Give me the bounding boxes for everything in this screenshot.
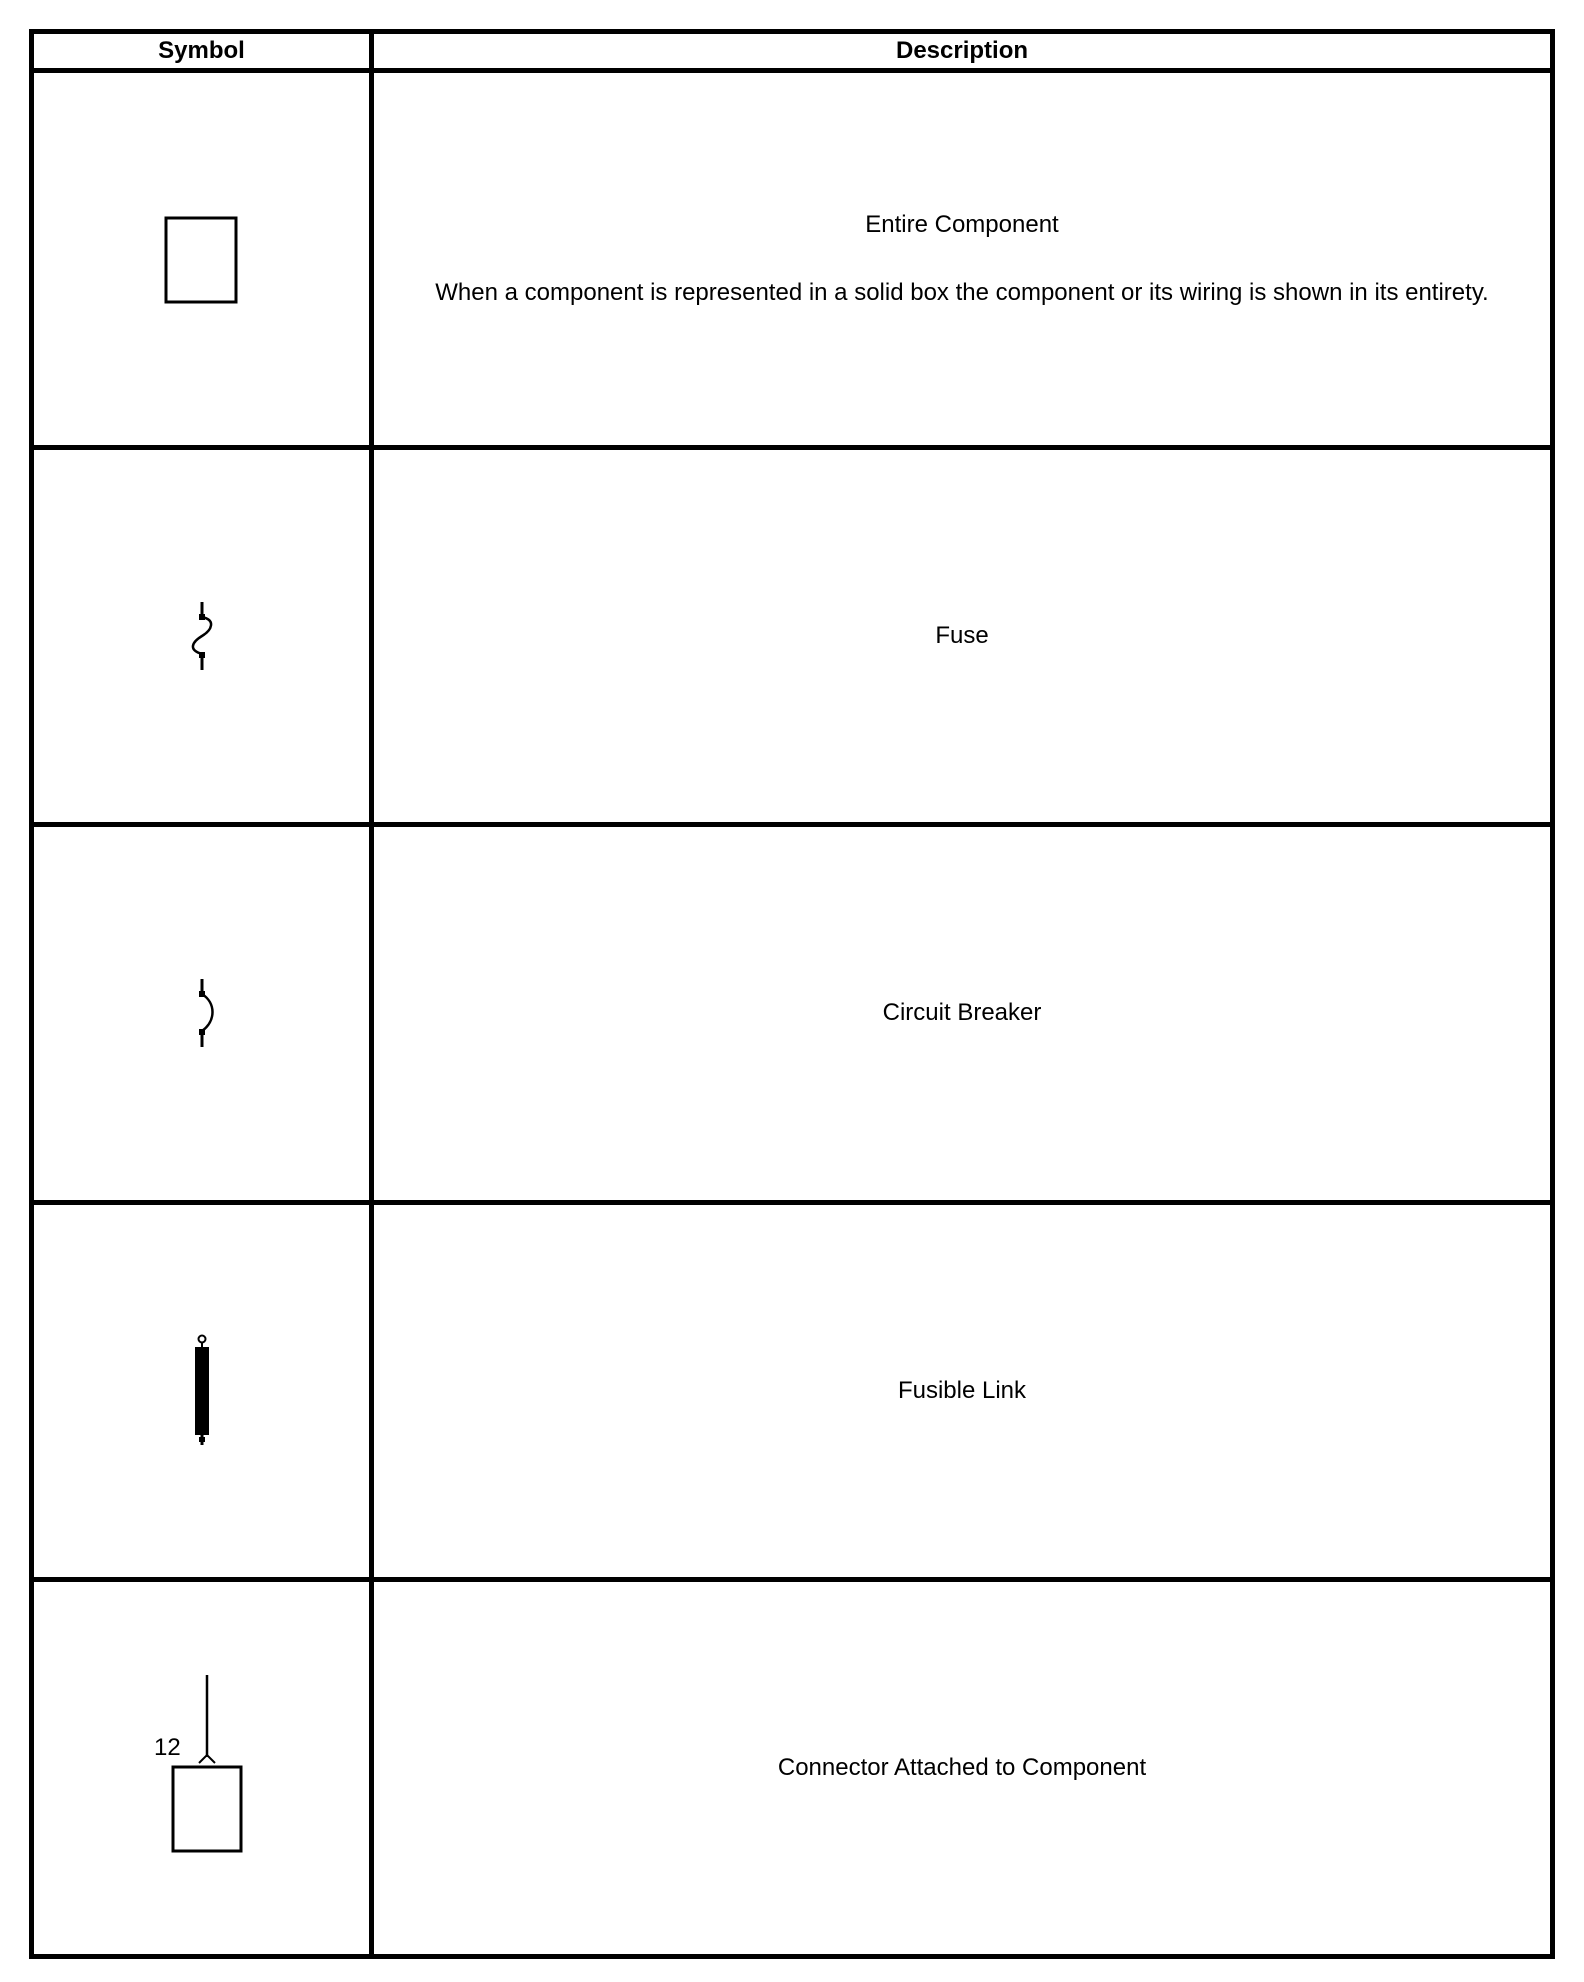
entire-component-icon <box>162 214 242 304</box>
description-cell <box>372 448 1553 825</box>
description-cell <box>372 71 1553 448</box>
symbol-cell <box>32 71 372 448</box>
table-row-fuse <box>32 448 1553 825</box>
symbol-column-header: Symbol <box>32 32 372 71</box>
symbol-cell <box>32 825 372 1202</box>
symbol-cell <box>32 1579 372 1956</box>
symbol-legend-table <box>29 29 1555 1959</box>
table-row-circuit-breaker <box>32 825 1553 1202</box>
table-row-entire-component <box>32 71 1553 448</box>
symbol-cell <box>32 1202 372 1579</box>
connector-attached-icon <box>152 1673 252 1863</box>
description-cell <box>372 1202 1553 1579</box>
description-title: Connector Attached to Component <box>777 1753 1147 1781</box>
table-row-connector-attached <box>32 1579 1553 1956</box>
description-cell <box>372 1579 1553 1956</box>
description-title: Circuit Breaker <box>882 999 1042 1027</box>
description-cell <box>372 825 1553 1202</box>
fuse-icon <box>182 600 222 672</box>
description-column-header: Description <box>372 32 1553 71</box>
fusible-link-icon <box>182 1333 222 1449</box>
description-title: Fuse <box>935 622 989 650</box>
circuit-breaker-icon <box>182 977 222 1049</box>
description-title: Entire Component <box>865 211 1059 239</box>
symbol-cell <box>32 448 372 825</box>
description-note: When a component is represented in a solid box the component or its wiring is shown in its entirety. <box>435 279 1489 307</box>
description-title: Fusible Link <box>897 1376 1027 1404</box>
header-row <box>32 32 1553 71</box>
table-row-fusible-link <box>32 1202 1553 1579</box>
connector-pin-label: 12 <box>153 1733 181 1761</box>
